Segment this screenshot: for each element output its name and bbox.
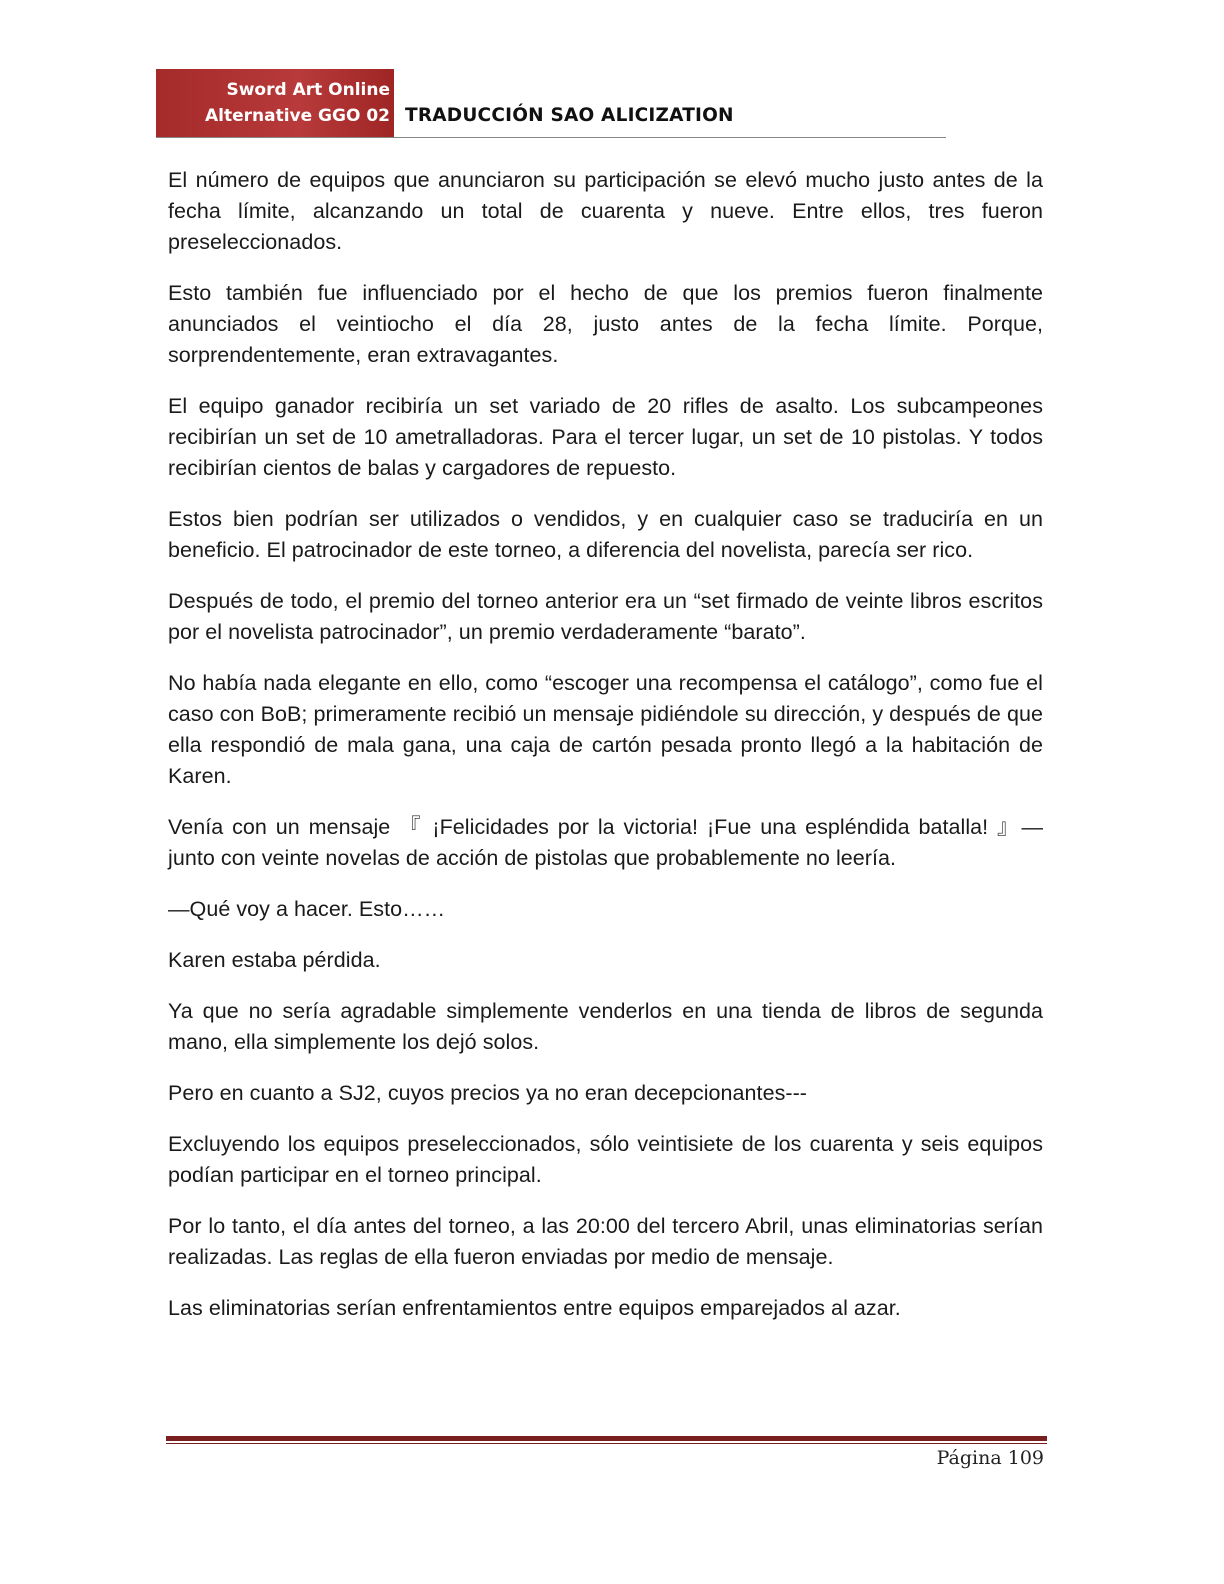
- paragraph: Pero en cuanto a SJ2, cuyos precios ya no eran decepcionantes---: [168, 1081, 808, 1105]
- paragraph: El equipo ganador recibiría un set variado de 20 rifles de asalto. Los subcampeones recibirían un set de 10 ametralladoras. Para el tercer lugar, un set de 10 pistolas. Y todos recibirían cientos de balas y cargadores de repuesto.: [168, 394, 1043, 480]
- paragraph: —Qué voy a hacer. Esto……: [168, 897, 446, 921]
- paragraph: Por lo tanto, el día antes del torneo, a las 20:00 del tercero Abril, unas eliminatorias serían realizadas. Las reglas de ella fueron enviadas por medio de mensaje.: [168, 1214, 1043, 1269]
- paragraph: Después de todo, el premio del torneo anterior era un “set firmado de veinte libros escritos por el novelista patrocinador”, un premio verdaderamente “barato”.: [168, 589, 1043, 644]
- series-label-box: [156, 69, 394, 137]
- paragraph: Ya que no sería agradable simplemente venderlos en una tienda de libros de segunda mano, ella simplemente los dejó solos.: [168, 999, 1043, 1054]
- paragraph: Excluyendo los equipos preseleccionados, sólo veintisiete de los cuarenta y seis equipos podían participar en el torneo principal.: [168, 1132, 1043, 1187]
- page-body: [168, 165, 1043, 1344]
- paragraph: Karen estaba pérdida.: [168, 948, 381, 972]
- header-divider: [156, 137, 946, 138]
- footer-divider-thick: [166, 1436, 1047, 1441]
- paragraph: Esto también fue influenciado por el hecho de que los premios fueron finalmente anunciados el veintiocho el día 28, justo antes de la fecha límite. Porque, sorprendentemente, eran extravagantes.: [168, 281, 1043, 367]
- paragraph: El número de equipos que anunciaron su participación se elevó mucho justo antes de la fecha límite, alcanzando un total de cuarenta y nueve. Entre ellos, tres fueron preseleccionados.: [168, 168, 1043, 254]
- paragraph: Las eliminatorias serían enfrentamientos entre equipos emparejados al azar.: [168, 1296, 901, 1320]
- paragraph: No había nada elegante en ello, como “escoger una recompensa el catálogo”, como fue el caso con BoB; primeramente recibió un mensaje pidiéndole su dirección, y después de que ella respondió de mala gana, una caja de cartón pesada pronto llegó a la habitación de Karen.: [168, 671, 1043, 788]
- header-title: TRADUCCIÓN SAO ALICIZATION: [405, 105, 734, 126]
- series-line-2: Alternative GGO 02: [204, 106, 390, 126]
- paragraph: Estos bien podrían ser utilizados o vendidos, y en cualquier caso se traduciría en un beneficio. El patrocinador de este torneo, a diferencia del novelista, parecía ser rico.: [168, 507, 1043, 562]
- footer-divider-thin: [166, 1443, 1047, 1444]
- series-line-1: Sword Art Online: [226, 80, 390, 100]
- page-number: Página 109: [936, 1447, 1044, 1469]
- paragraph: Venía con un mensaje 『 ¡Felicidades por la victoria! ¡Fue una espléndida batalla! 』— junto con veinte novelas de acción de pistolas que probablemente no leería.: [168, 815, 1043, 870]
- page-header: [156, 69, 946, 139]
